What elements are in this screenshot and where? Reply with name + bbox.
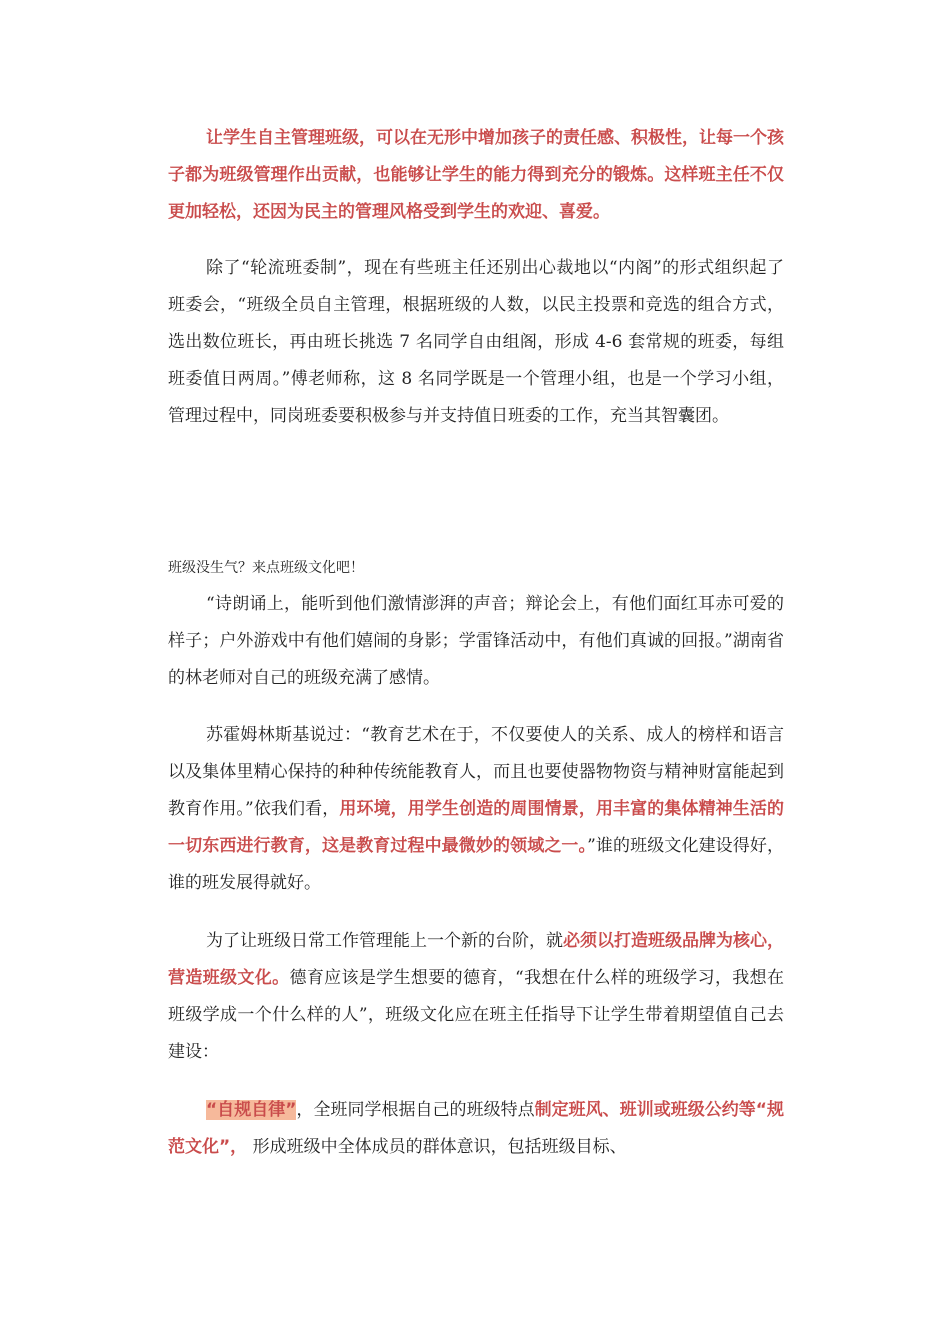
section-subtitle: 班级没生气？来点班级文化吧！ — [168, 560, 364, 576]
paragraph-self-discipline — [168, 1092, 784, 1166]
emphasis-norm-culture: 制定班风、班训或班级公约等“规范文化”， — [168, 1100, 784, 1157]
quote-text: “诗朗诵上，能听到他们激情澎湃的声音；辩论会上，有他们面红耳赤可爱的样子；户外游戏中有他们嬉闹的身影；学雷锋活动中，有他们真诚的回报。”湖南省的林老师对自己的班级充满了感情。 — [168, 594, 784, 688]
brand-outro: 德育应该是学生想要的德育，“我想在什么样的班级学习，我想在班级学成一个什么样的人”，班级文化应在班主任指导下让学生带着期望值自己去建设： — [168, 968, 784, 1062]
brand-intro: 为了让班级日常工作管理能上一个新的台阶，就 — [206, 931, 563, 951]
paragraph-class-activities — [168, 586, 784, 697]
quote-outro: ”谁的班级文化建设得好，谁的班发展得就好。 — [168, 836, 784, 893]
discipline-tail: 形成班级中全体成员的群体意识，包括班级目标、 — [247, 1137, 627, 1157]
emphasis-class-brand: 必须以打造班级品牌为核心，营造班级文化。 — [168, 931, 784, 988]
paragraph-cabinet-committee: 除了“轮流班委制”，现在有些班主任还别出心裁地以“内阁”的形式组织起了班委会，“班级全员自主管理，根据班级的人数，以民主投票和竞选的组合方式，选出数位班长，再由班长挑选 7 名同学自由组阁，形成 4-6 套常规的班委，每组班委值日两周。”傅老师称，这 8 名同学既是一个管理小组，也是一个学习小组，管理过程中，同岗班委要积极参与并支持值日班委的工作，充当其智囊团。 — [168, 258, 784, 426]
paragraph-self-management: 让学生自主管理班级，可以在无形中增加孩子的责任感、积极性，让每一个孩子都为班级管理作出贡献，也能够让学生的能力得到充分的锻炼。这样班主任不仅更加轻松，还因为民主的管理风格受到学生的欢迎、喜爱。 — [168, 128, 784, 222]
paragraph-sukhomlinsky — [168, 717, 784, 902]
discipline-text: ，全班同学根据自己的班级特点 — [296, 1100, 535, 1120]
highlight-self-discipline: “自规自律” — [206, 1100, 297, 1120]
quote-intro: 苏霍姆林斯基说过：“教育艺术在于，不仅要使人的关系、成人的榜样和语言以及集体里精心保持的种种传统能教育人，而且也要使器物物资与精神财富能起到教育作用。”依我们看， — [168, 725, 784, 819]
emphasis-environment: 用环境，用学生创造的周围情景，用丰富的集体精神生活的一切东西进行教育，这是教育过程中最微妙的领域之一。 — [168, 799, 784, 856]
paragraph-class-brand — [168, 923, 784, 1071]
